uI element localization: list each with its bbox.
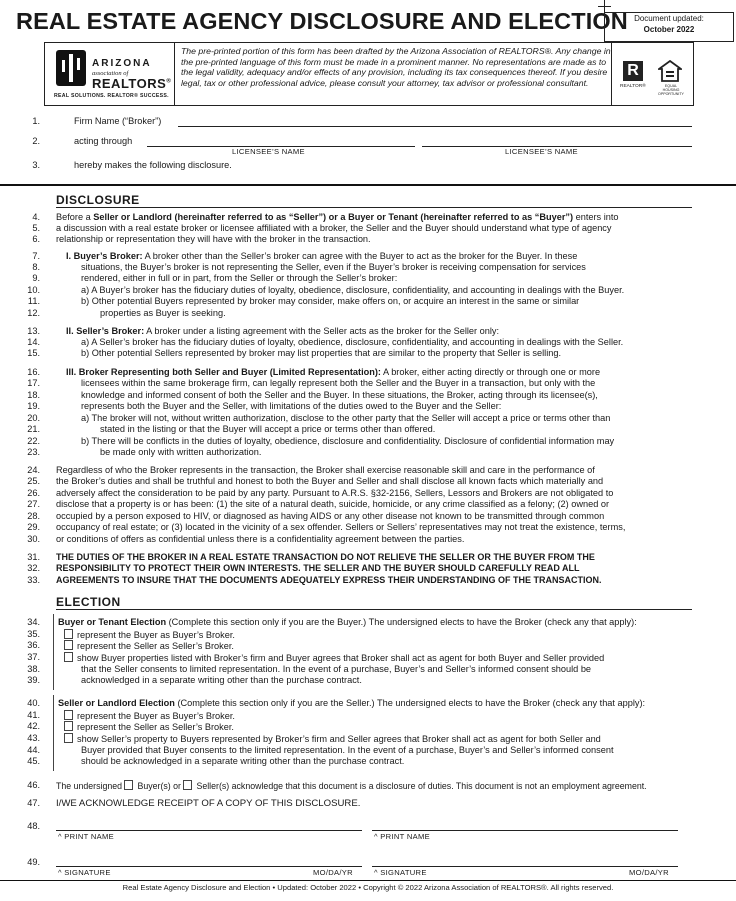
election-heading: ELECTION	[56, 595, 121, 609]
disclosure-line: a discussion with a real estate broker or licensee affiliated with a broker, the Seller and the Buyer should understand what type of agency	[56, 223, 612, 233]
line-number: 1.	[32, 116, 40, 126]
disclosure-line: relationship or representation they will have with the broker in the transaction.	[56, 234, 371, 244]
acknowledgment-line	[56, 780, 647, 791]
line-number: 46.	[27, 780, 40, 790]
election-line: should be acknowledged in a separate writing other than the purchase contract.	[81, 756, 405, 766]
text: represent the Seller as Seller’s Broker.	[77, 722, 234, 732]
text: represent the Seller as Seller’s Broker.	[77, 641, 234, 651]
duties-warning: AGREEMENTS TO INSURE THAT THE DOCUMENTS ADEQUATELY EXPRESS THEIR UNDERSTANDING OF THE TRANSACTION.	[56, 575, 602, 585]
disclosure-line: or conditions of offers as confidential unless there is a confidentiality agreement between the parties.	[56, 534, 465, 544]
text: represent the Buyer as Buyer’s Broker.	[77, 711, 235, 721]
seller-option-3-checkbox[interactable]	[64, 733, 73, 743]
disclosure-line: the Broker’s duties and shall be truthful and honest to both the Buyer and Seller and shall disclose all known facts which materially and	[56, 476, 604, 486]
disclosure-line: Regardless of who the Broker represents in the transaction, the Broker shall exercise reasonable skill and care in the performance of	[56, 465, 595, 475]
line-number: 42.	[27, 721, 40, 731]
crop-mark	[598, 6, 611, 7]
disclosure-line	[56, 212, 619, 222]
signature-caption: ^ SIGNATURE	[58, 868, 111, 877]
line-number: 26.	[27, 488, 40, 498]
logo-realtors-text: REALTORS	[92, 76, 167, 91]
disclosure-line: a) A Buyer’s broker has the fiduciary duties of loyalty, obedience, disclosure, confidentiality, and accounting in dealings with the Buyer.	[81, 285, 625, 295]
disclosure-line: adversely affect the consideration to be paid by any party. Pursuant to A.R.S. §32-2156, Sellers, Lessors and Brokers are not obligated to	[56, 488, 614, 498]
disclosure-line: disclose that a property is or has been: (1) the site of a natural death, suicide, homicide, or any crime classified as a felony; (2) owned or	[56, 499, 610, 509]
line-number: 40.	[27, 698, 40, 708]
line-number: 15.	[27, 348, 40, 358]
text: The undersigned	[56, 781, 123, 791]
disclosure-line: situations, the Buyer’s broker is not representing the Seller, even if the Buyer’s broker is receiving compensation for services	[81, 262, 586, 272]
disclosure-line: licensees within the same brokerage firm, can legally represent both the Seller and the Buyer in a transaction, but only with the	[81, 378, 596, 388]
line-number: 44.	[27, 745, 40, 755]
section-bar	[53, 614, 54, 690]
disclosure-line: knowledge and informed consent of both the Seller and the Buyer. In these situations, the Broker, acting through its licensee(s),	[81, 390, 598, 400]
disclosure-line: occupancy of real estate; or (3) located in the vicinity of a sex offender. Sellers or Sellers’ representatives may not treat the existence, terms,	[56, 522, 626, 532]
date-caption: MO/DA/YR	[629, 868, 669, 877]
legal-notice: The pre-printed portion of this form has been drafted by the Arizona Association of REALTORS®. Any change in the pre-printed language of this form must be made in a prominent manner. No representations are made as to the legal validity, adequacy and/or effects of any provision, including its tax consequences thereof. If you desire legal, tax or other professional advice, please consult your attorney, tax advisor or professional consultant.	[181, 46, 611, 88]
buyer-election-heading: Buyer or Tenant Election	[58, 617, 167, 627]
disclosure-line: b) Other potential Sellers represented by broker may list properties that are similar to the property that Seller is selling.	[81, 348, 562, 358]
text: Buyer(s) or	[137, 781, 181, 791]
text: A broker other than the Seller’s broker can agree with the Buyer to act as the broker for the Buyer. In these	[142, 251, 578, 261]
licensee-caption: LICENSEE’S NAME	[505, 147, 578, 156]
doc-updated-value: October 2022	[643, 25, 695, 34]
disclosure-line: rendered, either in full or in part, from the Seller or through the Seller’s broker:	[81, 273, 398, 283]
buyer-option	[64, 640, 234, 651]
line-number: 45.	[27, 756, 40, 766]
line-number: 13.	[27, 326, 40, 336]
text: show Buyer properties listed with Broker’s firm and Buyer agrees that Broker shall act as agent for both Buyer and Seller provided	[77, 653, 605, 663]
page-title: REAL ESTATE AGENCY DISCLOSURE AND ELECTION	[16, 8, 628, 34]
buyer-election-line	[58, 617, 637, 627]
seller-option	[64, 721, 234, 732]
disclosure-line: occupied by a person exposed to HIV, or diagnosed as having AIDS or any other disease not known to be transmitted through common	[56, 511, 605, 521]
disclosure-line: a) The broker will not, without written authorization, disclose to the other party that the Seller will accept a price or terms other than	[81, 413, 611, 423]
section-bar	[53, 695, 54, 771]
line-number: 36.	[27, 640, 40, 650]
buyers-broker-heading: I. Buyer’s Broker:	[66, 251, 143, 261]
line-number: 12.	[27, 308, 40, 318]
firm-name-label: Firm Name (“Broker”)	[74, 116, 162, 126]
line-number: 22.	[27, 436, 40, 446]
election-line: Buyer provided that Buyer consents to the limited representation. In the event of a purchase, Buyer’s and Seller’s informed consent	[81, 745, 614, 755]
text: enters into	[573, 212, 619, 222]
heading-underline	[56, 609, 692, 610]
line-number: 10.	[27, 285, 40, 295]
acting-through-label: acting through	[74, 136, 133, 146]
text: (Complete this section only if you are the Seller.) The undersigned elects to have the Broker (check any that apply):	[174, 698, 646, 708]
signature-field-2[interactable]	[372, 866, 678, 867]
line-number: 39.	[27, 675, 40, 685]
seller-option	[64, 710, 235, 721]
disclosure-line: properties as Buyer is seeking.	[100, 308, 226, 318]
acknowledge-receipt: I/WE ACKNOWLEDGE RECEIPT OF A COPY OF THIS DISCLOSURE.	[56, 798, 361, 809]
line-number: 29.	[27, 522, 40, 532]
line-number: 48.	[27, 821, 40, 831]
line-number: 18.	[27, 390, 40, 400]
line-number: 30.	[27, 534, 40, 544]
logo-realtors: REALTORS®	[92, 76, 172, 91]
text: A broker under a listing agreement with the Seller acts as the broker for the Seller only:	[144, 326, 500, 336]
line-number: 43.	[27, 733, 40, 743]
licensee-caption: LICENSEE’S NAME	[232, 147, 305, 156]
intro-line-3: hereby makes the following disclosure.	[74, 160, 232, 170]
line-number: 25.	[27, 476, 40, 486]
line-number: 9.	[32, 273, 40, 283]
buyer-option-1-checkbox[interactable]	[64, 629, 73, 639]
text: represent the Buyer as Buyer’s Broker.	[77, 630, 235, 640]
buyers-broker-line	[66, 251, 577, 261]
disclosure-heading: DISCLOSURE	[56, 193, 140, 207]
text: Before a	[56, 212, 94, 222]
sellers-broker-line	[66, 326, 499, 336]
line-number: 2.	[32, 136, 40, 146]
text: show Seller’s property to Buyers represented by Broker’s firm and Seller agrees that Broker shall act as agent for both Seller and	[77, 734, 601, 744]
line-number: 28.	[27, 511, 40, 521]
print-name-field-1[interactable]	[56, 830, 362, 831]
line-number: 38.	[27, 664, 40, 674]
date-caption: MO/DA/YR	[313, 868, 353, 877]
sellers-broker-heading: II. Seller’s Broker:	[66, 326, 145, 336]
text: Seller(s) acknowledge that this document is a disclosure of duties. This document is not an employment agreement.	[196, 781, 647, 791]
line-number: 32.	[27, 563, 40, 573]
disclosure-line: be made only with written authorization.	[100, 447, 262, 457]
election-line: that the Seller consents to limited representation. In the event of a purchase, Buyer’s and Seller’s informed consent should be	[81, 664, 592, 674]
line-number: 35.	[27, 629, 40, 639]
limited-representation-line	[66, 367, 600, 377]
buyer-option-2-checkbox[interactable]	[64, 640, 73, 650]
equal-housing-label: EQUAL HOUSING OPPORTUNITY	[658, 84, 684, 96]
line-number: 11.	[27, 296, 40, 306]
line-number: 6.	[32, 234, 40, 244]
buyer-option	[64, 652, 604, 663]
seller-option-2-checkbox[interactable]	[64, 721, 73, 731]
realtor-label: REALTOR®	[620, 84, 646, 89]
logo-association: association of	[92, 70, 129, 77]
seller-election-heading: Seller or Landlord Election	[58, 698, 175, 708]
text-bold: Seller or Landlord (hereinafter referred to as “Seller”) or a Buyer or Tenant (hereinafter referred to as “Buyer”)	[93, 212, 574, 222]
ack-buyer-checkbox[interactable]	[124, 780, 133, 790]
line-number: 8.	[32, 262, 40, 272]
seller-option	[64, 733, 601, 744]
ack-seller-checkbox[interactable]	[183, 780, 192, 790]
disclosure-line: stated in the listing or that the Buyer will accept a price or terms other than offered.	[100, 424, 436, 434]
election-line: acknowledged in a separate writing other than the purchase contract.	[81, 675, 362, 685]
cactus-logo-icon	[56, 50, 86, 86]
line-number: 31.	[27, 552, 40, 562]
signature-caption: ^ SIGNATURE	[374, 868, 427, 877]
line-number: 21.	[27, 424, 40, 434]
line-number: 33.	[27, 575, 40, 585]
line-number: 20.	[27, 413, 40, 423]
print-name-caption: ^ PRINT NAME	[374, 832, 430, 841]
logo-cell	[45, 43, 175, 105]
line-number: 5.	[32, 223, 40, 233]
heading-underline	[56, 207, 692, 208]
header-box	[44, 42, 694, 106]
line-number: 27.	[27, 499, 40, 509]
line-number: 24.	[27, 465, 40, 475]
firm-name-field[interactable]	[178, 126, 692, 127]
line-number: 19.	[27, 401, 40, 411]
disclosure-line: b) There will be conflicts in the duties of loyalty, obedience, disclosure and confidentiality. Disclosure of confidential information may	[81, 436, 615, 446]
footer-divider	[0, 880, 736, 881]
line-number: 34.	[27, 617, 40, 627]
text: (Complete this section only if you are the Buyer.) The undersigned elects to have the Broker (check any that apply):	[166, 617, 637, 627]
realtor-r-icon: R	[623, 61, 643, 81]
buyer-option	[64, 629, 235, 640]
buyer-option-3-checkbox[interactable]	[64, 652, 73, 662]
disclosure-line: b) Other potential Buyers represented by broker may consider, make offers on, or acquire an interest in the same or similar	[81, 296, 580, 306]
doc-updated-box	[604, 12, 734, 42]
line-number: 47.	[27, 798, 40, 808]
logo-tagline: REAL SOLUTIONS. REALTOR® SUCCESS.	[54, 93, 169, 99]
line-number: 41.	[27, 710, 40, 720]
seller-option-1-checkbox[interactable]	[64, 710, 73, 720]
divider	[0, 184, 736, 186]
logo-arizona: ARIZONA	[92, 58, 152, 69]
disclosure-line: represents both the Buyer and the Seller, with limitations of the duties owed to the Buyer and the Seller:	[81, 401, 502, 411]
duties-warning: RESPONSIBILITY TO PROTECT THEIR OWN INTERESTS. THE SELLER AND THE BUYER SHOULD CAREFULLY READ ALL	[56, 563, 580, 573]
line-number: 37.	[27, 652, 40, 662]
line-number: 7.	[32, 251, 40, 261]
line-number: 23.	[27, 447, 40, 457]
duties-warning: THE DUTIES OF THE BROKER IN A REAL ESTATE TRANSACTION DO NOT RELIEVE THE SELLER OR THE BUYER FROM THE	[56, 552, 595, 562]
signature-field-1[interactable]	[56, 866, 362, 867]
marks-cell	[611, 43, 694, 105]
text: A broker, either acting directly or through one or more	[380, 367, 601, 377]
line-number: 49.	[27, 857, 40, 867]
seller-election-line	[58, 698, 645, 708]
print-name-caption: ^ PRINT NAME	[58, 832, 114, 841]
equal-housing-icon	[658, 60, 682, 82]
line-number: 4.	[32, 212, 40, 222]
footer: Real Estate Agency Disclosure and Election • Updated: October 2022 • Copyright © 2022 Arizona Association of REALTORS®. All rights reserved.	[122, 883, 614, 892]
line-number: 14.	[27, 337, 40, 347]
line-number: 16.	[27, 367, 40, 377]
print-name-field-2[interactable]	[372, 830, 678, 831]
line-number: 17.	[27, 378, 40, 388]
limited-representation-heading: III. Broker Representing both Seller and Buyer (Limited Representation):	[66, 367, 381, 377]
doc-updated-label: Document updated:	[634, 14, 704, 23]
disclosure-line: a) A Seller’s broker has the fiduciary duties of loyalty, obedience, disclosure, confidentiality, and accounting in dealings with the Seller.	[81, 337, 624, 347]
line-number: 3.	[32, 160, 40, 170]
